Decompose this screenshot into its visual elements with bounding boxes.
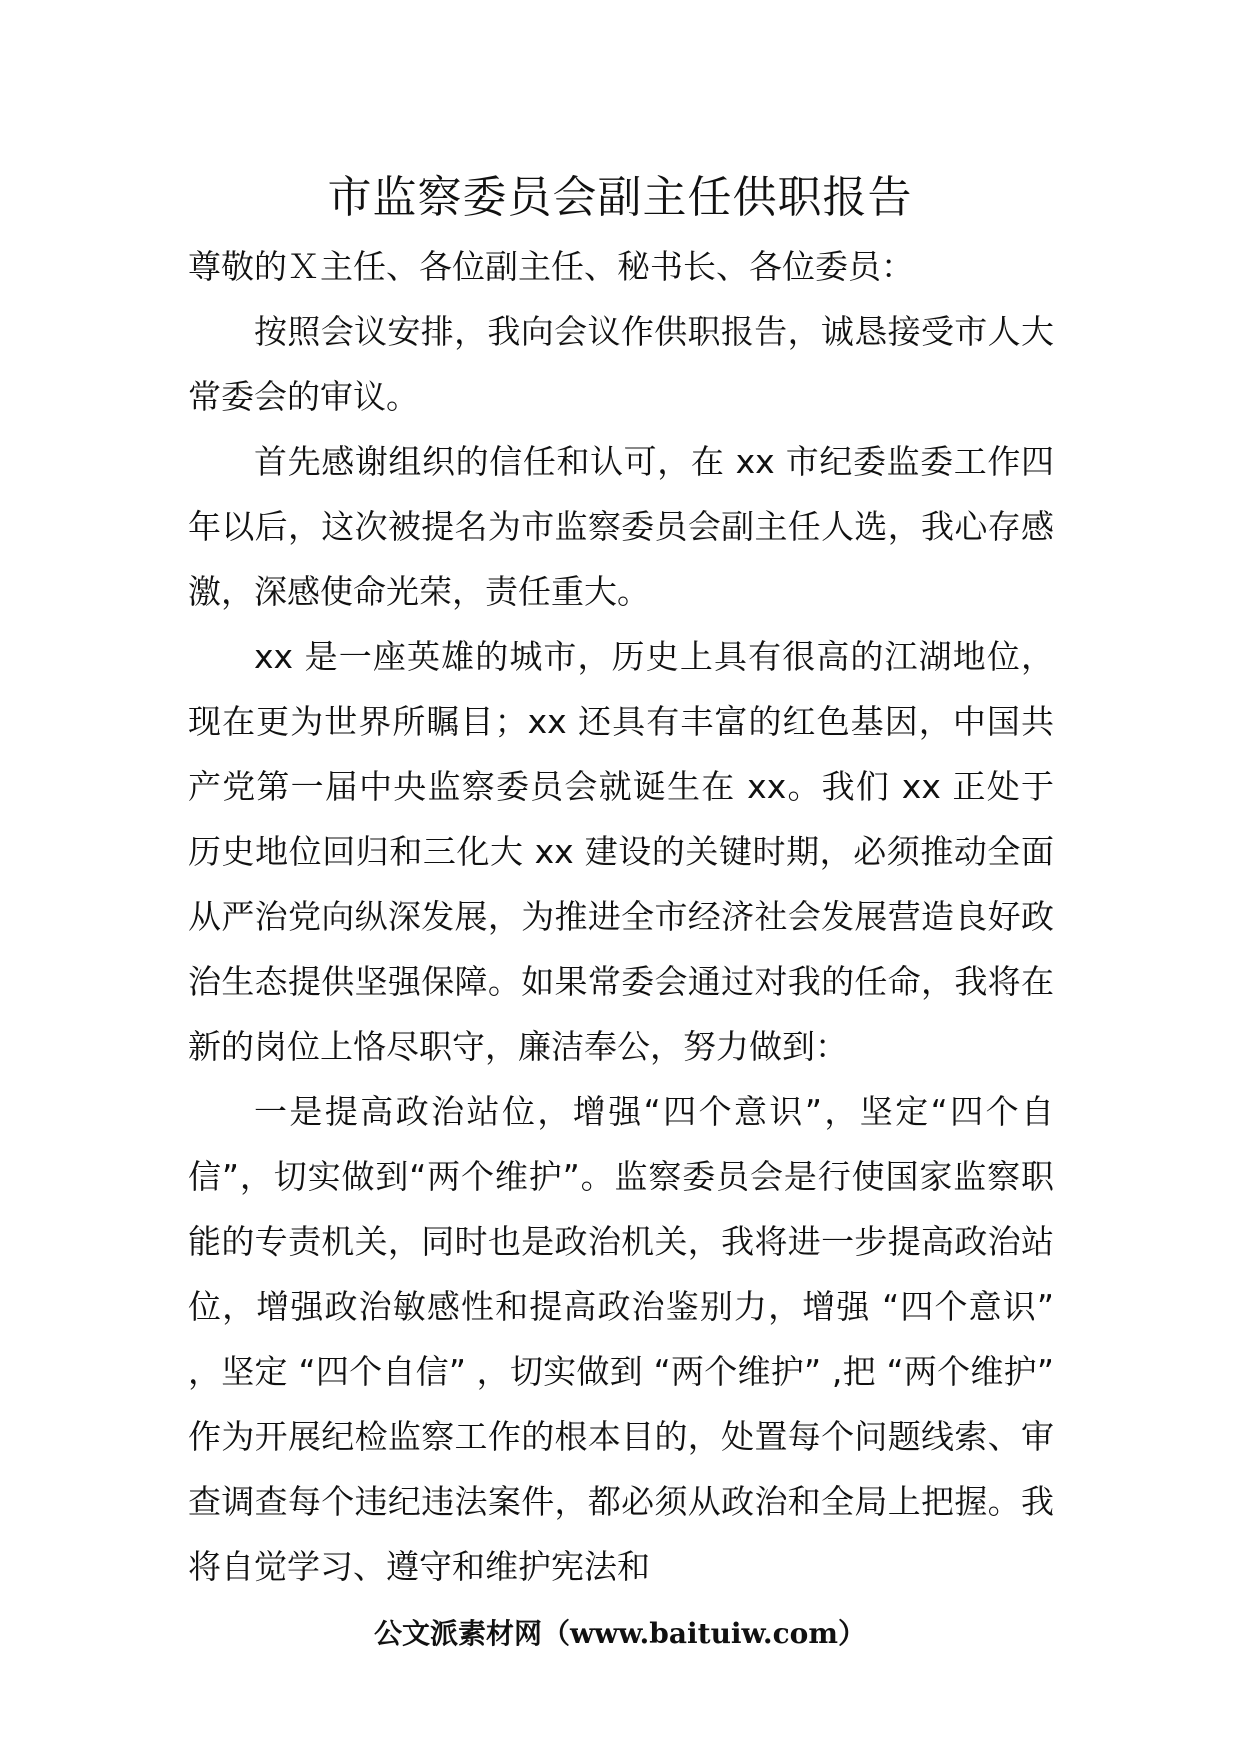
paragraph-3: xx 是一座英雄的城市，历史上具有很高的江湖地位，现在更为世界所瞩目；xx 还具有丰富的红色基因，中国共产党第一届中央监察委员会就诞生在 xx。我们 xx 正处于历史地位回归和三化大 xx 建设的关键时期，必须推动全面从严治党向纵深发展，为推进全市经济社会发展营造良好政治生态提供坚强保障。如果常委会通过对我的任命，我将在新的岗位上恪尽职守，廉洁奉公，努力做到： <box>188 637 1054 1066</box>
paragraph-4: 一是提高政治站位，增强“四个意识”，坚定“四个自信”，切实做到“两个维护”。监察委员会是行使国家监察职能的专责机关，同时也是政治机关，我将进一步提高政治站位，增强政治敏感性和提高政治鉴别力，增强 “四个意识” ，坚定 “四个自信” ，切实做到 “两个维护” ,把 “两个维护” 作为开展纪检监察工作的根本目的，处置每个问题线索、审查调查每个违纪违法案件，都必须从政治和全局上把握。我将自觉学习、遵守和维护宪法和 <box>188 1092 1054 1586</box>
paragraph-1: 按照会议安排，我向会议作供职报告，诚恳接受市人大常委会的审议。 <box>188 312 1054 416</box>
document-title: 市监察委员会副主任供职报告 <box>327 172 913 223</box>
document-body <box>188 234 1054 1599</box>
footer-watermark: 公文派素材网（www.baituiw.com） <box>374 1617 866 1650</box>
salutation: 尊敬的Ｘ主任、各位副主任、秘书长、各位委员： <box>188 247 914 286</box>
paragraph-2: 首先感谢组织的信任和认可，在 xx 市纪委监委工作四年以后，这次被提名为市监察委员会副主任人选，我心存感激，深感使命光荣，责任重大。 <box>188 442 1054 611</box>
